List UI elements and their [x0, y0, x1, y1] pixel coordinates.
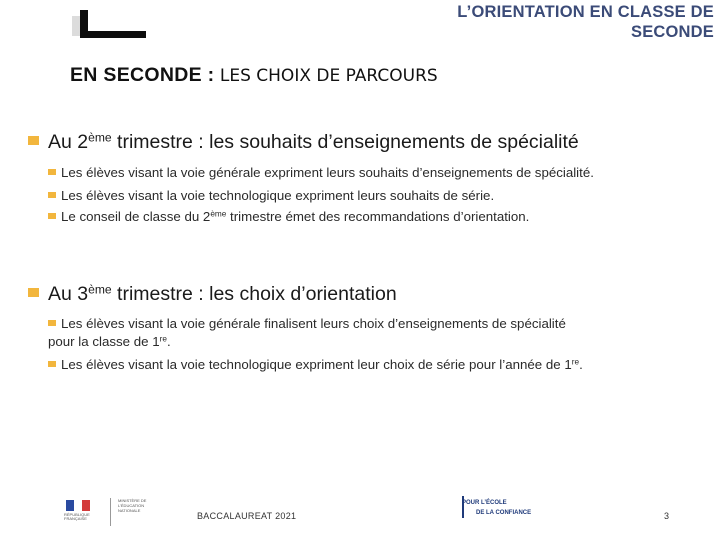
- list-item: [48, 187, 708, 205]
- heading-sup: ème: [88, 282, 112, 297]
- item-text: Les élèves visant la voie générale finalisent leurs choix d’enseignements de spécialité: [61, 316, 566, 331]
- item-text: .: [579, 357, 583, 372]
- list-item: [48, 356, 708, 374]
- heading-text: trimestre : les choix d’orientation: [111, 283, 397, 305]
- item-text: Les élèves visant la voie générale expriment leurs souhaits d’enseignements de spécialité.: [61, 165, 594, 180]
- item-text: trimestre émet des recommandations d’orientation.: [226, 209, 530, 224]
- slide-title-light: LES CHOIX DE PARCOURS: [219, 66, 438, 86]
- section-heading: [28, 283, 397, 306]
- item-text: .: [166, 334, 171, 349]
- list-item: [48, 208, 708, 226]
- square-bullet-icon: [48, 192, 56, 198]
- ministry-caption: MINISTÈRE DE L’ÉDUCATION NATIONALE: [118, 498, 147, 513]
- item-text: Les élèves visant la voie technologique expriment leurs souhaits de série.: [61, 188, 495, 203]
- square-bullet-icon: [48, 213, 56, 219]
- slide-title-strong: EN SECONDE :: [70, 64, 215, 86]
- slide-title: [70, 64, 438, 87]
- list-item: [48, 315, 708, 351]
- item-sup: re: [571, 357, 580, 367]
- square-bullet-icon: [48, 169, 56, 175]
- item-sup: ème: [210, 209, 227, 219]
- square-bullet-icon: [28, 136, 39, 145]
- logo-divider: [110, 498, 111, 526]
- heading-text: Au 3: [48, 283, 89, 305]
- square-bullet-icon: [28, 288, 39, 297]
- item-text: Le conseil de classe du 2: [61, 209, 211, 224]
- republique-francaise-logo: [62, 496, 162, 528]
- heading-text: trimestre : les souhaits d’enseignements de spécialité: [111, 131, 579, 153]
- heading-text: Au 2: [48, 131, 89, 153]
- logo-line: POUR L’ÉCOLE: [462, 500, 507, 506]
- french-flag-icon: [66, 500, 90, 511]
- square-bullet-icon: [48, 320, 56, 326]
- page-number: 3: [664, 511, 670, 521]
- ecole-confiance-logo: [462, 496, 552, 526]
- footer-label: BACCALAUREAT 2021: [197, 511, 297, 521]
- logo-caption: RÉPUBLIQUE FRANÇAISE: [64, 512, 90, 521]
- bracket-shadow: [72, 16, 80, 36]
- header-title: L’ORIENTATION EN CLASSE DE SECONDE: [457, 3, 714, 41]
- corner-bracket-horizontal: [80, 31, 146, 38]
- logo-line: DE LA CONFIANCE: [476, 510, 532, 516]
- list-item: [48, 164, 708, 182]
- section-heading: [28, 131, 579, 154]
- item-text: pour la classe de 1: [48, 334, 160, 349]
- heading-sup: ème: [88, 130, 112, 145]
- item-text: Les élèves visant la voie technologique expriment leur choix de série pour l’année de 1: [61, 357, 572, 372]
- item-sup: re: [159, 334, 167, 344]
- square-bullet-icon: [48, 361, 56, 367]
